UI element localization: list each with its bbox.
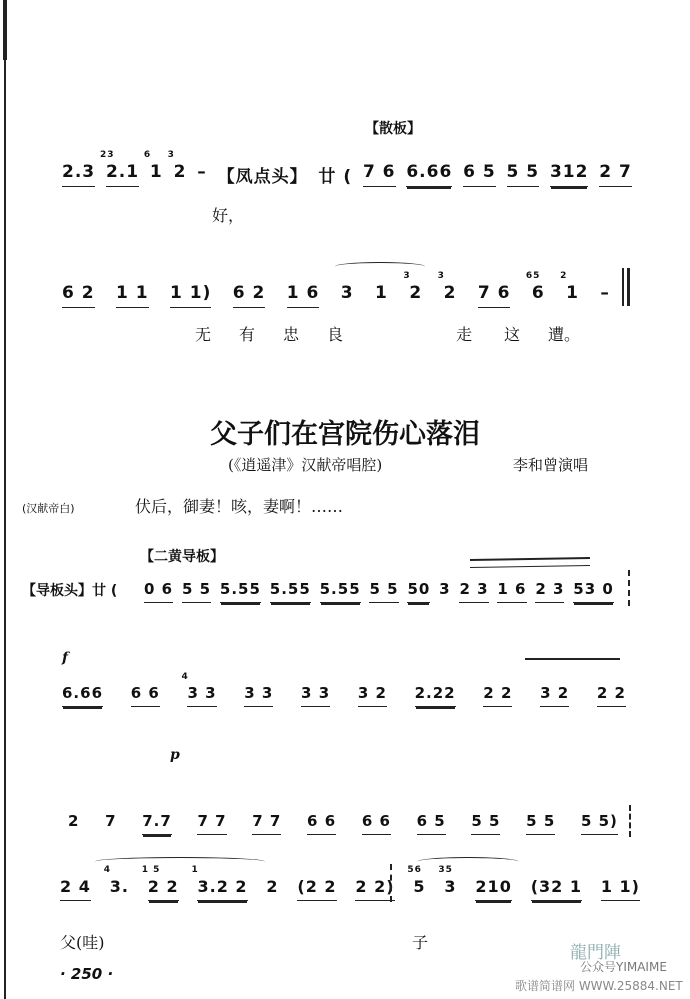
note-group — [363, 162, 396, 187]
note-group — [301, 684, 330, 707]
note-group — [417, 812, 446, 835]
note-text: 50 — [407, 580, 431, 598]
note-text: 2 — [409, 283, 423, 303]
note-text: 3. — [109, 877, 129, 896]
slur — [418, 857, 518, 866]
note-group — [341, 283, 354, 307]
note-text: (2 2 — [297, 877, 337, 896]
dynamic-piano: p — [170, 747, 180, 763]
note-text: 3 — [444, 877, 457, 896]
note-text: 53 0 — [573, 580, 614, 598]
note-group — [581, 812, 618, 835]
note-group — [463, 162, 496, 187]
note-text: 3 2 — [540, 684, 570, 702]
note-group — [403, 271, 423, 307]
grace-note: 6 — [143, 150, 152, 160]
notation-row-1 — [62, 150, 632, 191]
dashed-bar-line — [629, 805, 631, 837]
lyric-row-1: 好， — [212, 206, 245, 225]
note-group — [525, 271, 545, 307]
note-text: 3 3 — [187, 684, 217, 702]
grace-note: 56 — [407, 865, 422, 875]
mode-label: 【二黄导板】 — [140, 549, 224, 565]
note-text: 5.55 — [319, 580, 361, 598]
notation-row-6 — [68, 812, 618, 835]
lyric: 父(哇) — [60, 933, 105, 952]
note-group — [540, 684, 569, 707]
note-group — [167, 150, 187, 186]
note-text: 2 7 — [599, 162, 632, 182]
note-text: 2 2) — [355, 877, 395, 896]
note-group — [526, 812, 555, 835]
watermark-logo: 龍門陣 — [570, 943, 621, 963]
slur — [335, 262, 425, 271]
note-text: 6.66 — [406, 162, 453, 182]
note-group — [406, 162, 452, 187]
note-text: 1 — [566, 283, 579, 303]
note-group — [483, 684, 512, 707]
note-group — [597, 684, 626, 707]
note-group — [550, 162, 589, 187]
song-title: 父子们在宫院伤心落泪 — [210, 419, 480, 450]
note-group — [197, 162, 207, 186]
lyric: 忠 — [283, 325, 300, 344]
note-text: 6 — [531, 283, 545, 303]
notation-row-4 — [144, 580, 614, 603]
note-group — [415, 684, 456, 707]
note-group — [599, 162, 632, 187]
note-group — [573, 580, 614, 603]
note-group — [560, 271, 579, 307]
note-text: 5 5 — [526, 812, 556, 830]
note-text: 2 3 — [459, 580, 489, 598]
note-group — [182, 580, 211, 603]
song-subtitle: (《逍遥津》汉献帝唱腔) — [228, 456, 383, 474]
note-text: 2 4 — [60, 877, 91, 896]
note-text: 2 — [68, 812, 80, 830]
note-text: 1 6 — [286, 283, 320, 303]
note-group — [297, 877, 336, 901]
grace-note: 35 — [438, 865, 453, 875]
note-group — [601, 877, 640, 901]
slur — [95, 857, 265, 866]
note-group — [252, 812, 281, 835]
note-text: 1 — [149, 162, 163, 182]
note-group — [355, 877, 394, 901]
note-text: 5.55 — [219, 580, 261, 598]
note-text: 1 — [375, 283, 388, 303]
note-group — [600, 283, 610, 307]
performer: 李和曾演唱 — [513, 456, 589, 474]
note-group — [369, 580, 398, 603]
notation-row-5 — [62, 672, 626, 707]
page-edge-line-top — [3, 0, 7, 60]
lyric: 子 — [412, 933, 429, 952]
note-group — [471, 812, 500, 835]
note-group — [116, 283, 149, 308]
note-group — [233, 283, 266, 308]
notation-row-2 — [62, 271, 610, 308]
note-text: – — [197, 162, 207, 182]
lyric: 这 — [503, 325, 520, 344]
note-group — [62, 684, 103, 707]
intro-label: 【导板头】廿 ( — [22, 583, 118, 599]
grace-note: 4 — [181, 672, 189, 682]
note-text: 210 — [475, 877, 512, 896]
note-group — [142, 812, 172, 835]
note-text: 6 2 — [62, 283, 95, 303]
watermark-line2: 歌谱简谱网 WWW.25884.NET — [515, 979, 683, 993]
tempo-label: 【散板】 — [365, 121, 421, 137]
note-group — [144, 580, 173, 603]
note-text: 3 3 — [301, 684, 331, 702]
note-group — [407, 580, 430, 603]
page-edge-line — [4, 0, 6, 999]
grace-note: 3 — [437, 271, 445, 281]
note-text: 5 5 — [181, 580, 212, 598]
note-group — [60, 877, 91, 901]
lyric: 有 — [239, 325, 256, 344]
note-group — [143, 150, 163, 186]
note-group — [362, 812, 391, 835]
note-group — [191, 865, 248, 901]
note-group — [266, 877, 278, 900]
note-text: 6 5 — [463, 162, 496, 182]
lyric: 良 — [327, 325, 344, 344]
note-group — [62, 283, 95, 308]
dashed-bar-line — [390, 864, 392, 902]
note-text: 2 2 — [147, 877, 179, 896]
grace-note: 65 — [525, 271, 541, 281]
note-group — [103, 865, 129, 900]
note-text: 2 2 — [596, 684, 626, 702]
note-text: 3 2 — [357, 684, 387, 702]
note-group — [407, 865, 426, 900]
note-text: 1 1 — [116, 283, 149, 303]
note-text: 1 1) — [600, 877, 640, 896]
note-group — [478, 283, 511, 308]
note-text: 1 6 — [497, 580, 527, 598]
lyric: 遭。 — [547, 325, 580, 344]
note-text: 0 6 — [144, 580, 174, 598]
note-text: 2 — [443, 283, 457, 303]
note-text: 5 5 — [471, 812, 501, 830]
note-group — [287, 283, 320, 308]
dashed-bar-line — [628, 570, 630, 606]
note-text: 【凤点头】 — [217, 167, 308, 187]
note-group — [141, 865, 179, 901]
note-group — [459, 580, 488, 603]
note-text: 5 5) — [580, 812, 618, 830]
note-text: 2.1 — [105, 162, 140, 182]
note-group — [320, 580, 361, 603]
note-group — [307, 812, 336, 835]
note-group — [438, 865, 457, 900]
note-text: 3 3 — [244, 684, 274, 702]
note-group — [497, 580, 526, 603]
note-text: 2 3 — [535, 580, 565, 598]
page-number: · 250 · — [60, 965, 114, 983]
note-text: 5.55 — [269, 580, 311, 598]
note-text: 3.2 2 — [197, 877, 248, 896]
note-group — [475, 877, 511, 901]
note-text: 2.3 — [62, 162, 96, 182]
grace-note: 1 — [191, 865, 199, 875]
note-text: 5 — [413, 877, 426, 896]
final-bar-line — [627, 268, 630, 306]
note-text: 7 — [105, 812, 117, 830]
note-group — [270, 580, 311, 603]
note-group — [531, 877, 582, 901]
note-text: 2 2 — [483, 684, 513, 702]
grace-note: 2 — [560, 271, 568, 281]
lyric: 走 — [456, 325, 473, 344]
note-text: (32 1 — [530, 877, 582, 896]
note-group — [170, 283, 211, 308]
grace-note: 3 — [167, 150, 175, 160]
decrescendo-mark — [525, 658, 620, 660]
grace-note: 4 — [103, 865, 111, 875]
note-text: 7 7 — [252, 812, 282, 830]
note-group — [105, 812, 116, 834]
note-group — [358, 684, 387, 707]
note-text: 6 6 — [307, 812, 337, 830]
note-group — [131, 684, 160, 707]
note-text: – — [600, 283, 610, 303]
note-text: 7 6 — [477, 283, 511, 303]
note-group — [218, 162, 308, 191]
notation-row-7 — [60, 865, 640, 901]
note-group — [507, 162, 540, 187]
grace-note: 1 5 — [141, 865, 161, 875]
note-group — [375, 283, 388, 307]
note-text: 7.7 — [142, 812, 172, 830]
note-text: 6 6 — [361, 812, 391, 830]
grace-note: 3 — [403, 271, 411, 281]
spoken-dialogue: 伏后，御妻！咳，妻啊！…… — [135, 497, 344, 516]
note-text: 廿 ( — [318, 167, 353, 187]
note-text: 5 5 — [369, 580, 399, 598]
note-text: 5 5 — [506, 162, 540, 182]
note-text: 6.66 — [62, 684, 104, 702]
note-text: 6 6 — [130, 684, 160, 702]
note-group — [220, 580, 261, 603]
watermark-line1: 公众号YIMAIME — [580, 960, 667, 974]
crescendo-mark — [470, 557, 590, 568]
note-group — [68, 812, 79, 834]
dynamic-forte: f — [62, 650, 69, 666]
note-group — [181, 672, 217, 707]
lyric: 无 — [195, 325, 212, 344]
note-group — [99, 150, 140, 187]
note-text: 2 — [266, 877, 279, 896]
note-text: 6 2 — [232, 283, 266, 303]
bar-line — [622, 268, 624, 306]
note-text: 312 — [549, 162, 589, 182]
note-text: 6 5 — [416, 812, 446, 830]
note-group — [197, 812, 226, 835]
note-group — [62, 162, 95, 187]
grace-note: 23 — [99, 150, 115, 160]
note-text: 2 — [173, 162, 187, 182]
note-text: 2.22 — [414, 684, 456, 702]
note-group — [437, 271, 457, 307]
note-group — [535, 580, 564, 603]
note-text: 7 6 — [362, 162, 396, 182]
note-group — [318, 162, 352, 191]
note-group — [439, 580, 450, 602]
lyric-row-2 — [195, 322, 580, 345]
note-text: 3 — [340, 283, 354, 303]
note-text: 7 7 — [197, 812, 227, 830]
note-group — [244, 684, 273, 707]
speaker-label: (汉献帝白) — [22, 502, 75, 515]
note-text: 1 1) — [170, 283, 212, 303]
note-text: 3 — [439, 580, 451, 598]
